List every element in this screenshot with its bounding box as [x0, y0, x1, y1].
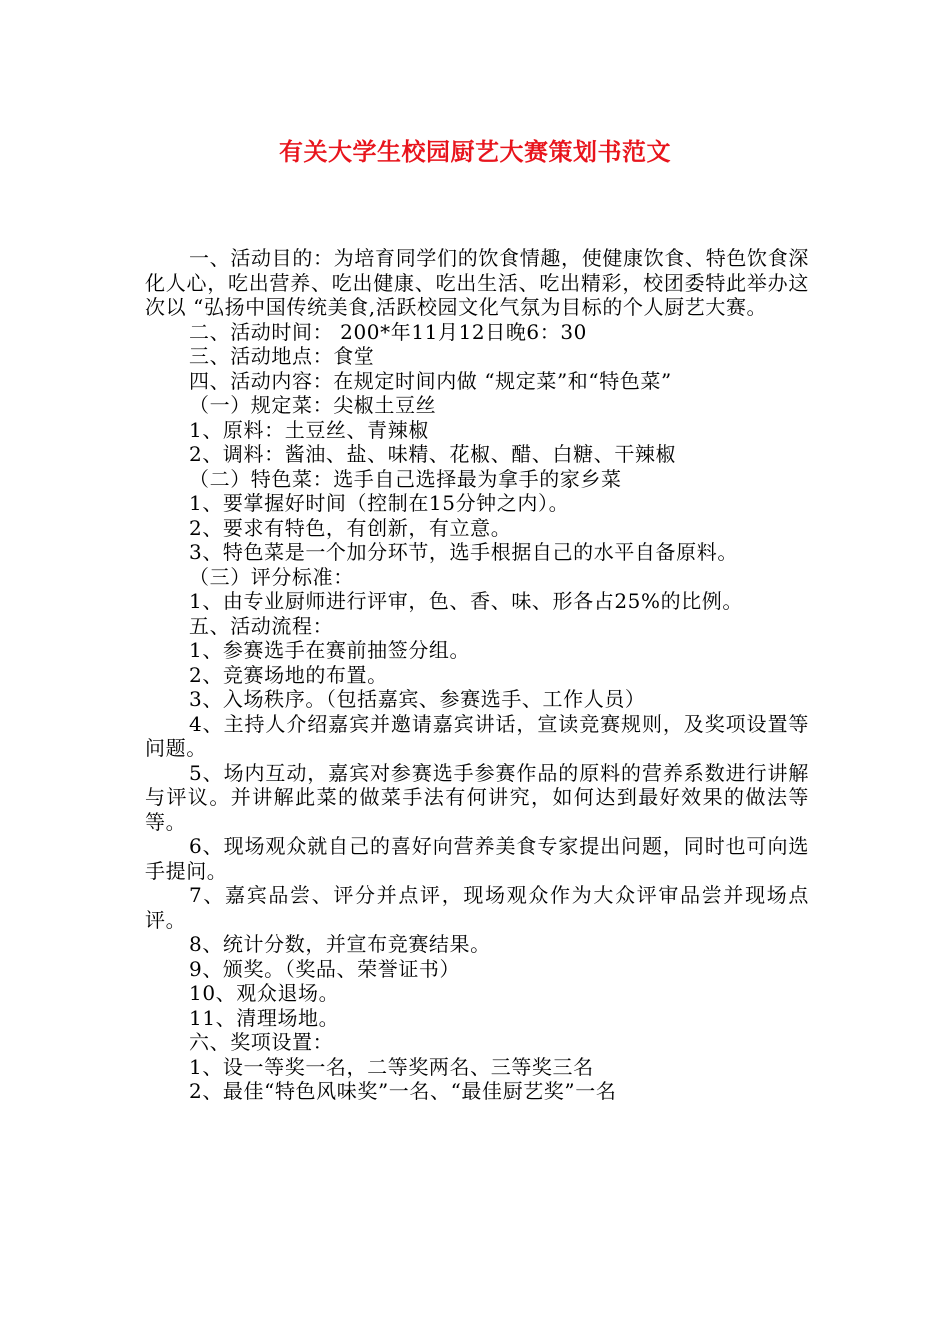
paragraph-special-rule-1: 1、要掌握好时间（控制在15分钟之内）。 — [189, 491, 570, 515]
paragraph-awards-2: 2、最佳“特色风味奖”一名、“最佳厨艺奖”一名 — [189, 1079, 617, 1103]
paragraph-process-6: 6、现场观众就自己的喜好向营养美食专家提出问题，同时也可向选手提问。 — [145, 834, 809, 883]
paragraph-scoring-rule: 1、由专业厨师进行评审，色、香、味、形各占25%的比例。 — [189, 589, 743, 613]
paragraph-required-dish: （一）规定菜：尖椒土豆丝 — [189, 393, 437, 417]
paragraph-process-5: 5、场内互动，嘉宾对参赛选手参赛作品的原料的营养系数进行讲解与评议。并讲解此菜的做菜手法有何讲究，如何达到最好效果的做法等等。 — [145, 760, 809, 834]
paragraph-location: 三、活动地点：食堂 — [189, 344, 375, 368]
paragraph-special-dish: （二）特色菜：选手自己选择最为拿手的家乡菜 — [189, 466, 622, 491]
paragraph-awards-heading: 六、奖项设置： — [189, 1030, 334, 1054]
paragraph-purpose: 一、活动目的：为培育同学们的饮食情趣，使健康饮食、特色饮食深化人心，吃出营养、吃出健康、吃出生活、吃出精彩，校团委特此举办这次以 “弘扬中国传统美食,活跃校园文化气氛为目标的个人厨艺大赛。 — [145, 246, 809, 319]
paragraph-process-heading: 五、活动流程： — [189, 613, 334, 638]
paragraph-process-1: 1、参赛选手在赛前抽签分组。 — [189, 638, 471, 662]
document-body — [145, 246, 809, 1104]
paragraph-process-2: 2、竞赛场地的布置。 — [189, 662, 388, 687]
paragraph-process-3: 3、入场秩序。（包括嘉宾、参赛选手、工作人员） — [189, 687, 646, 711]
paragraph-ingredients: 1、原料：土豆丝、青辣椒 — [189, 417, 429, 442]
paragraph-process-8: 8、统计分数，并宣布竞赛结果。 — [189, 932, 491, 956]
paragraph-scoring-heading: （三）评分标准： — [189, 564, 354, 589]
paragraph-seasonings: 2、调料：酱油、盐、味精、花椒、醋、白糖、干辣椒 — [189, 442, 677, 466]
paragraph-process-10: 10、观众退场。 — [189, 981, 340, 1005]
paragraph-process-11: 11、清理场地。 — [189, 1005, 340, 1030]
paragraph-special-rule-3: 3、特色菜是一个加分环节，选手根据自己的水平自备原料。 — [189, 540, 738, 564]
document-title: 有关大学生校园厨艺大赛策划书范文 — [279, 138, 671, 166]
paragraph-process-7: 7、嘉宾品尝、评分并点评，现场观众作为大众评审品尝并现场点评。 — [145, 883, 809, 932]
paragraph-awards-1: 1、设一等奖一名，二等奖两名、三等奖三名 — [189, 1054, 594, 1079]
paragraph-special-rule-2: 2、要求有特色，有创新，有立意。 — [189, 515, 512, 540]
paragraph-process-4: 4、主持人介绍嘉宾并邀请嘉宾讲话，宣读竞赛规则，及奖项设置等问题。 — [145, 711, 809, 760]
paragraph-content: 四、活动内容：在规定时间内做 “规定菜”和“特色菜” — [189, 368, 672, 393]
paragraph-process-9: 9、颁奖。（奖品、荣誉证书） — [189, 956, 461, 981]
paragraph-time: 二、活动时间： 200*年11月12日晚6：30 — [189, 319, 588, 344]
